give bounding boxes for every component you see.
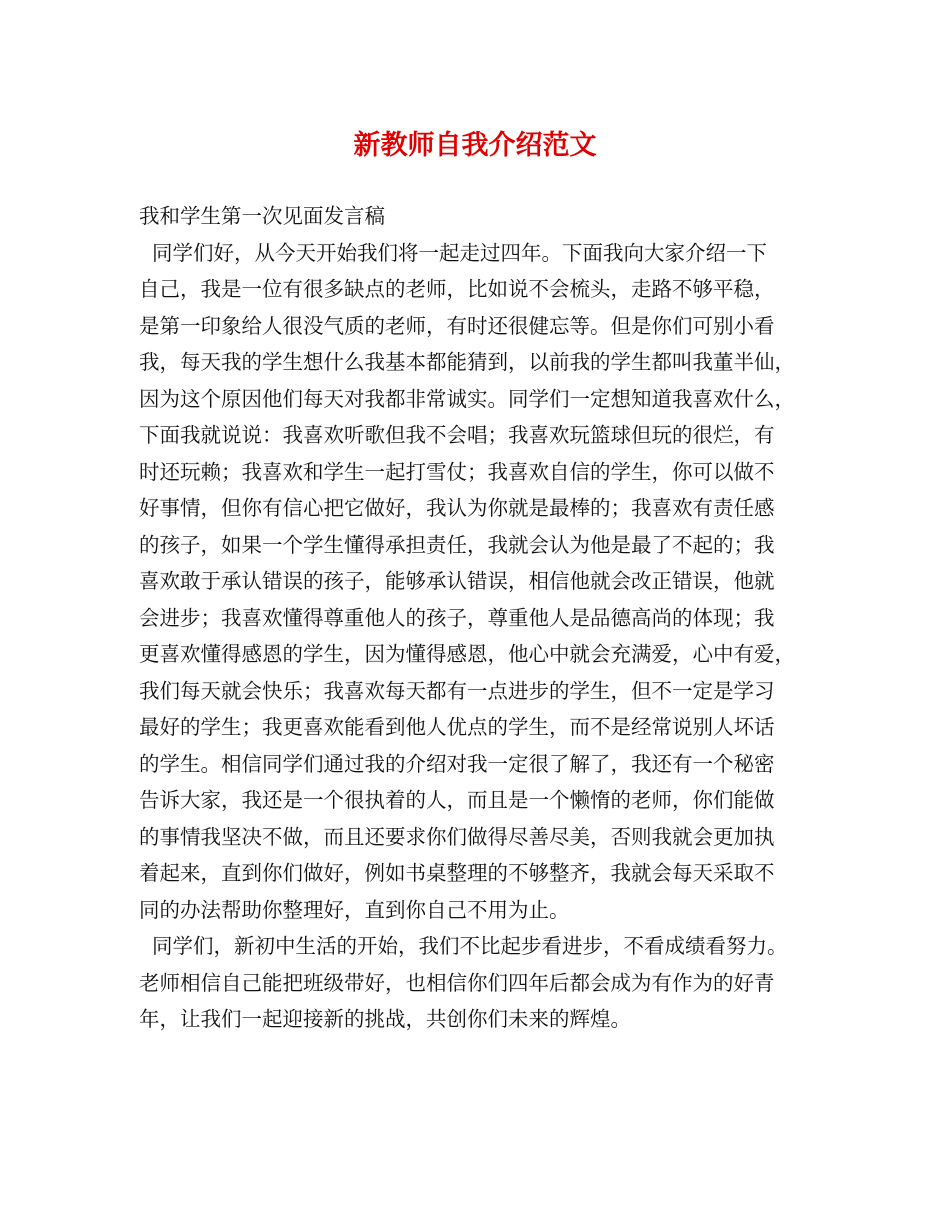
body-line: 的孩子，如果一个学生懂得承担责任，我就会认为他是最了不起的；我	[139, 532, 775, 557]
body-line: 同的办法帮助你整理好，直到你自己不用为止。	[139, 897, 570, 922]
body-line: 喜欢敢于承认错误的孩子，能够承认错误，相信他就会改正错误，他就	[139, 569, 775, 593]
body-line: 同学们好，从今天开始我们将一起走过四年。下面我向大家介绍一下	[139, 240, 768, 265]
body-line: 着起来，直到你们做好，例如书桌整理的不够整齐，我就会每天采取不	[139, 861, 775, 885]
body-line: 时还玩赖；我喜欢和学生一起打雪仗；我喜欢自信的学生，你可以做不	[139, 459, 775, 484]
body-line: 的事情我坚决不做，而且还要求你们做得尽善尽美，否则我就会更加执	[139, 824, 775, 849]
document-title: 新教师自我介绍范文	[353, 130, 597, 161]
body-line: 下面我就说说：我喜欢听歌但我不会唱；我喜欢玩篮球但玩的很烂，有	[139, 423, 775, 447]
body-line: 我们每天就会快乐；我喜欢每天都有一点进步的学生，但不一定是学习	[139, 678, 775, 703]
body-line: 会进步；我喜欢懂得尊重他人的孩子，尊重他人是品德高尚的体现；我	[139, 605, 775, 630]
body-line: 年，让我们一起迎接新的挑战，共创你们未来的辉煌。	[139, 1007, 631, 1031]
body-line: 因为这个原因他们每天对我都非常诚实。同学们一定想知道我喜欢什么，	[139, 386, 795, 411]
body-line: 自己，我是一位有很多缺点的老师，比如说不会梳头，走路不够平稳，	[139, 277, 775, 301]
body-line: 的学生。相信同学们通过我的介绍对我一定很了解了，我还有一个秘密	[139, 751, 775, 776]
document-body	[139, 198, 819, 1038]
body-line: 告诉大家，我还是一个很执着的人，而且是一个懒惰的老师，你们能做	[139, 788, 775, 812]
body-line: 好事情，但你有信心把它做好，我认为你就是最棒的；我喜欢有责任感	[139, 496, 775, 520]
body-line: 是第一印象给人很没气质的老师，有时还很健忘等。但是你们可别小看	[139, 313, 775, 338]
body-line: 我和学生第一次见面发言稿	[139, 204, 385, 228]
body-line: 最好的学生；我更喜欢能看到他人优点的学生，而不是经常说别人坏话	[139, 715, 775, 739]
body-line: 我，每天我的学生想什么我基本都能猜到，以前我的学生都叫我董半仙，	[139, 350, 795, 374]
body-line: 老师相信自己能把班级带好，也相信你们四年后都会成为有作为的好青	[139, 970, 775, 995]
body-line: 同学们，新初中生活的开始，我们不比起步看进步，不看成绩看努力。	[139, 934, 788, 958]
body-line: 更喜欢懂得感恩的学生，因为懂得感恩，他心中就会充满爱，心中有爱，	[139, 642, 795, 666]
